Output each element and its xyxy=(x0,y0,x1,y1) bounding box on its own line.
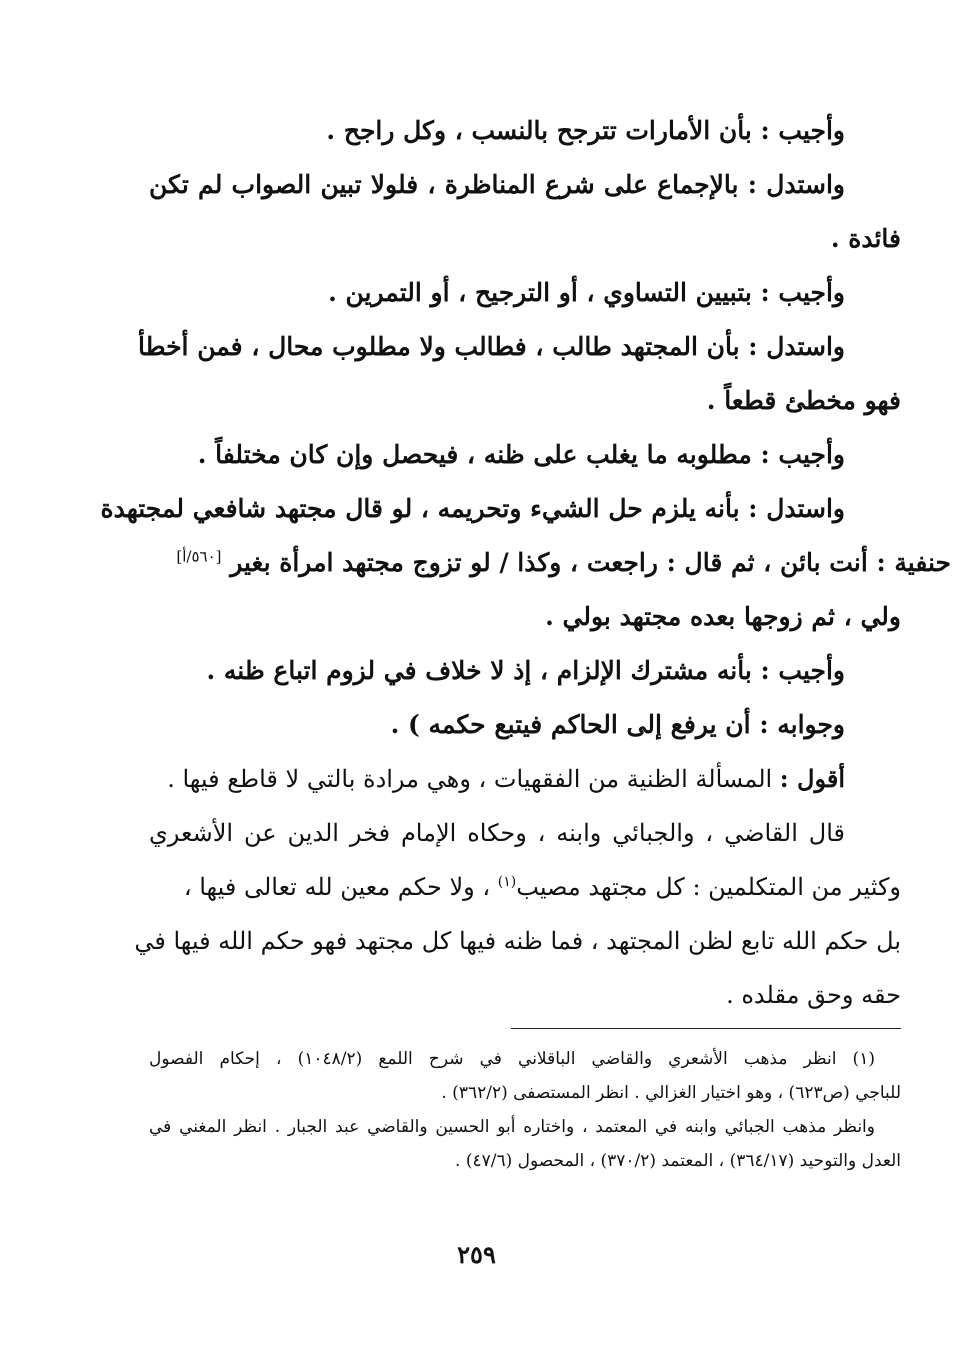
text-line-7: وأجيب : مطلوبه ما يغلب على ظنه ، فيحصل وإن كان مختلفاً . xyxy=(197,440,845,469)
text-line-6: فهو مخطئ قطعاً . xyxy=(706,386,901,415)
text-line-10: ولي ، ثم زوجها بعده مجتهد بولي . xyxy=(545,602,901,631)
aqul-lead: أقول : xyxy=(779,764,845,793)
text-line-11: وأجيب : بأنه مشترك الإلزام ، إذ لا خلاف في لزوم اتباع ظنه . xyxy=(206,656,845,685)
folio-margin-reference: [٥٦٠/أ] xyxy=(176,547,222,566)
text-line-2: واستدل : بالإجماع على شرع المناظرة ، فلولا تبين الصواب لم تكن xyxy=(149,170,845,199)
footnote-line-1: (١) انظر مذهب الأشعري والقاضي الباقلاني في شرح اللمع (١٠٤٨/٢) ، إحكام الفصول xyxy=(149,1049,875,1069)
para2-line-2-end: ، ولا حكم معين لله تعالى فيها ، xyxy=(183,873,498,901)
text-line-3: فائدة . xyxy=(830,224,901,253)
footnote-line-3: وانظر مذهب الجبائي وابنه في المعتمد ، واختاره أبو الحسين والقاضي عبد الجبار . انظر المغني في xyxy=(149,1117,875,1137)
footnotes-block xyxy=(149,1042,901,1178)
para2-line-2-start: وكثير من المتكلمين : كل مجتهد مصيب xyxy=(516,873,901,901)
aqul-text: المسألة الظنية من الفقهيات ، وهي مرادة بالتي لا قاطع فيها . xyxy=(167,765,780,793)
text-line-9 xyxy=(149,536,951,590)
footnote-marker-1[interactable]: (١) xyxy=(497,874,517,890)
footnote-line-2: للباجي (ص٦٢٣) ، وهو اختيار الغزالي . انظر المستصفى (٣٦٢/٢) . xyxy=(441,1083,901,1103)
page-number: ٢٥٩ xyxy=(457,1240,496,1269)
para2-line-1: قال القاضي ، والجبائي وابنه ، وحكاه الإمام فخر الدين عن الأشعري xyxy=(149,819,846,847)
text-line-5: واستدل : بأن المجتهد طالب ، فطالب ولا مطلوب محال ، فمن أخطأ xyxy=(137,332,845,361)
aqul-line xyxy=(149,752,901,806)
para2-line-3: بل حكم الله تابع لظن المجتهد ، فما ظنه فيها كل مجتهد فهو حكم الله فيها في xyxy=(134,927,901,955)
text-line-1: وأجيب : بأن الأمارات تترجح بالنسب ، وكل راجح . xyxy=(326,116,845,145)
main-text-block xyxy=(100,104,951,1022)
footnote-divider xyxy=(511,1028,901,1029)
text-line-9-content: حنفية : أنت بائن ، ثم قال : راجعت ، وكذا / لو تزوج مجتهد امرأة بغير xyxy=(230,548,951,577)
text-line-8: واستدل : بأنه يلزم حل الشيء وتحريمه ، لو قال مجتهد شافعي لمجتهدة xyxy=(100,494,845,523)
para2-line-2 xyxy=(149,860,901,914)
footnote-line-4: العدل والتوحيد (٣٦٤/١٧) ، المعتمد (٣٧٠/٢) ، المحصول (٤٧/٦) . xyxy=(455,1151,901,1171)
text-line-12: وجوابه : أن يرفع إلى الحاكم فيتبع حكمه ) . xyxy=(390,710,845,739)
para2-line-4: حقه وحق مقلده . xyxy=(726,981,901,1009)
text-line-4: وأجيب : بتبيين التساوي ، أو الترجيح ، أو التمرين . xyxy=(328,278,845,307)
